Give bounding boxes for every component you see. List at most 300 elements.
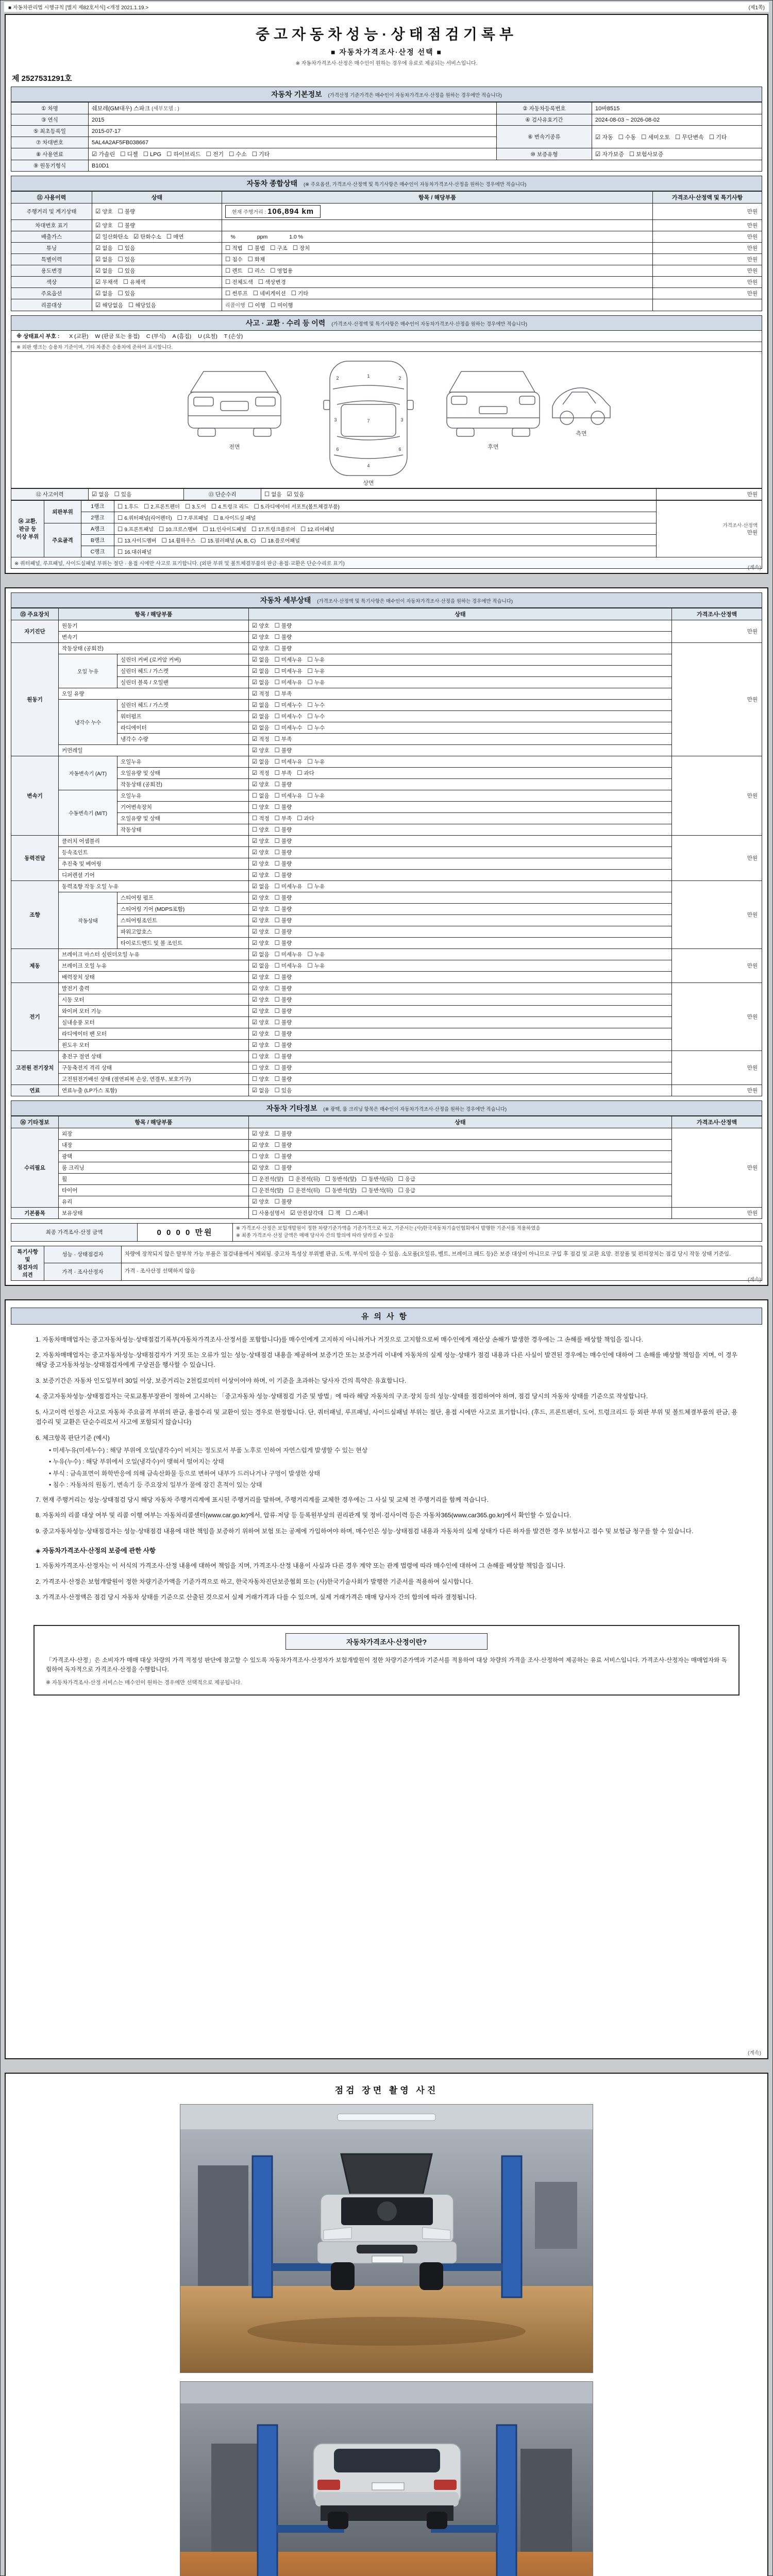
checkbox-option[interactable] bbox=[275, 713, 303, 720]
checkbox-option[interactable] bbox=[114, 490, 132, 498]
checkbox-option[interactable] bbox=[308, 883, 325, 890]
checkbox-label: 미세누수 bbox=[281, 714, 303, 720]
checkbox-option[interactable] bbox=[252, 1198, 270, 1206]
checkbox-option[interactable] bbox=[618, 133, 636, 141]
checkbox-label: 디젤 bbox=[127, 151, 138, 158]
checkbox-option[interactable] bbox=[252, 1187, 283, 1194]
checked-checkbox-icon: ☑ bbox=[252, 1131, 258, 1137]
price-cell: 만원 bbox=[672, 949, 762, 983]
row-label: ⑫ 사고이력 bbox=[11, 489, 89, 500]
unchecked-checkbox-icon: ☐ bbox=[252, 1188, 258, 1194]
checkbox-option[interactable] bbox=[252, 894, 270, 902]
device-row bbox=[11, 960, 762, 972]
checkbox-option[interactable] bbox=[225, 256, 243, 263]
state-checks bbox=[249, 632, 672, 643]
item-label: 커먼레일 bbox=[59, 745, 249, 756]
checkbox-option[interactable] bbox=[123, 278, 146, 286]
state-checks bbox=[249, 972, 672, 983]
checkbox-option[interactable] bbox=[252, 973, 270, 981]
checkbox-option[interactable] bbox=[95, 233, 128, 241]
checkbox-option[interactable] bbox=[275, 781, 292, 788]
checkbox-option[interactable] bbox=[398, 1175, 416, 1183]
checkbox-option[interactable] bbox=[253, 290, 286, 297]
car-name-cell bbox=[89, 103, 497, 114]
checkbox-option[interactable] bbox=[248, 256, 265, 263]
checkbox-option[interactable] bbox=[308, 792, 325, 800]
checkbox-option[interactable] bbox=[252, 769, 270, 777]
checkbox-option[interactable] bbox=[362, 1175, 393, 1183]
unchecked-checkbox-icon: ☐ bbox=[274, 1008, 280, 1014]
device-group-label: 조향 bbox=[11, 881, 59, 949]
checkbox-option[interactable] bbox=[252, 724, 270, 732]
checkbox-option[interactable] bbox=[325, 1175, 357, 1183]
checkbox-option[interactable] bbox=[252, 849, 270, 856]
checkbox-label: 없음 bbox=[259, 1088, 270, 1094]
checkbox-label: 11.인사이드패널 bbox=[209, 527, 246, 533]
section-note: (※ 주요옵션, 가격조사·산정액 및 특기사항은 매수인이 자동차가격조사·산정을 원하는 경우에만 적습니다) bbox=[304, 182, 527, 188]
section-title: 자동차 세부상태 bbox=[260, 596, 311, 604]
checkbox-option[interactable] bbox=[252, 826, 270, 834]
state-checks bbox=[249, 1085, 672, 1096]
checkbox-option[interactable] bbox=[252, 622, 270, 630]
checkbox-option[interactable] bbox=[252, 735, 270, 743]
checkbox-option[interactable] bbox=[252, 1075, 270, 1083]
row-label: 주요옵션 bbox=[11, 288, 92, 299]
item-label: 광택 bbox=[59, 1151, 249, 1162]
legend-item-damage: T (손상) bbox=[224, 333, 243, 340]
checkbox-option[interactable] bbox=[275, 656, 303, 664]
checkbox-option[interactable] bbox=[275, 758, 303, 766]
checkbox-option[interactable] bbox=[159, 525, 198, 533]
device-row bbox=[11, 745, 762, 756]
checkbox-option[interactable] bbox=[95, 208, 113, 215]
checkbox-option[interactable] bbox=[252, 781, 270, 788]
checkbox-option[interactable] bbox=[275, 928, 292, 936]
unchecked-checkbox-icon: ☐ bbox=[251, 527, 257, 533]
checkbox-option[interactable] bbox=[275, 1130, 292, 1138]
checkbox-option[interactable] bbox=[325, 1187, 357, 1194]
checkbox-option[interactable] bbox=[248, 267, 265, 275]
checkbox-option[interactable] bbox=[275, 622, 292, 630]
checkbox-option[interactable] bbox=[251, 525, 295, 533]
unchecked-checkbox-icon: ☐ bbox=[307, 714, 313, 720]
checkbox-option[interactable] bbox=[252, 815, 270, 822]
checkbox-option[interactable] bbox=[177, 514, 208, 521]
checkbox-option[interactable] bbox=[362, 1187, 393, 1194]
checkbox-option[interactable] bbox=[275, 815, 292, 822]
checkbox-label: 적정 bbox=[259, 691, 270, 697]
unchecked-checkbox-icon: ☐ bbox=[307, 725, 313, 731]
checkbox-option[interactable] bbox=[275, 1053, 292, 1060]
checkbox-option[interactable] bbox=[162, 536, 196, 544]
checkbox-option[interactable] bbox=[252, 1030, 270, 1038]
notice-subitem: • 미세누유(미세누수) : 해당 부위에 오일(냉각수)이 비치는 정도로서 부품 노후로 인하여 자연스럽게 발생할 수 있는 현상 bbox=[49, 1447, 368, 1454]
device-row bbox=[11, 1074, 762, 1085]
state-checks bbox=[249, 983, 672, 994]
checkbox-option[interactable] bbox=[254, 502, 340, 510]
detail-condition-table bbox=[11, 608, 762, 1096]
inspector-role-label: 성능 · 상태점검자 bbox=[44, 1246, 122, 1263]
checkbox-option[interactable] bbox=[290, 1209, 323, 1217]
checkbox-option[interactable] bbox=[264, 490, 282, 498]
column-header: 가격조사·산정액 bbox=[672, 1116, 762, 1128]
checkbox-option[interactable] bbox=[252, 679, 270, 686]
checkbox-option[interactable] bbox=[275, 679, 303, 686]
checkbox-label: 동반석(앞) bbox=[332, 1176, 357, 1182]
checkbox-option[interactable] bbox=[275, 996, 292, 1004]
checkbox-option[interactable] bbox=[252, 996, 270, 1004]
checkbox-option[interactable] bbox=[252, 690, 270, 698]
unchecked-checkbox-icon: ☐ bbox=[297, 770, 303, 776]
checkbox-option[interactable] bbox=[252, 701, 270, 709]
checkbox-label: 불량 bbox=[281, 804, 292, 810]
checkbox-option[interactable] bbox=[95, 222, 113, 229]
checkbox-option[interactable] bbox=[118, 267, 136, 275]
unchecked-checkbox-icon: ☐ bbox=[274, 827, 280, 833]
checkbox-option[interactable] bbox=[252, 1007, 270, 1015]
checkbox-option[interactable] bbox=[95, 278, 118, 286]
device-group-label: 자기진단 bbox=[11, 620, 59, 643]
checkbox-option[interactable] bbox=[629, 150, 663, 158]
checkbox-option[interactable] bbox=[252, 150, 270, 158]
checkbox-option[interactable] bbox=[118, 222, 136, 229]
unchecked-checkbox-icon: ☐ bbox=[252, 816, 258, 822]
checkbox-option[interactable] bbox=[275, 633, 292, 641]
top-view-label: 상면 bbox=[363, 480, 374, 486]
checkbox-option[interactable] bbox=[261, 536, 300, 544]
checkbox-option[interactable] bbox=[275, 1019, 292, 1026]
checkbox-option[interactable] bbox=[275, 860, 292, 868]
table-header-row bbox=[11, 1116, 762, 1128]
checkbox-option[interactable] bbox=[95, 267, 113, 275]
checkbox-option[interactable] bbox=[275, 724, 303, 732]
price-cell: 만원 bbox=[653, 265, 762, 277]
checkbox-option[interactable] bbox=[252, 928, 270, 936]
checkbox-option[interactable] bbox=[308, 758, 325, 766]
checkbox-option[interactable] bbox=[252, 917, 270, 924]
price-value: 만원 bbox=[747, 530, 758, 536]
checkbox-option[interactable] bbox=[185, 502, 206, 510]
checkbox-option[interactable] bbox=[293, 244, 310, 252]
checkbox-option[interactable] bbox=[275, 1164, 292, 1172]
usage-history-row bbox=[11, 299, 762, 311]
checkbox-option[interactable] bbox=[308, 667, 325, 675]
unchecked-checkbox-icon: ☐ bbox=[117, 291, 123, 297]
checkbox-option[interactable] bbox=[252, 939, 270, 947]
checkbox-option[interactable] bbox=[166, 150, 200, 158]
item-label: 브레이크 오일 누유 bbox=[59, 960, 249, 972]
checkbox-option[interactable] bbox=[225, 267, 243, 275]
checkbox-option[interactable] bbox=[92, 490, 109, 498]
row-extra bbox=[222, 288, 653, 299]
state-checks bbox=[249, 1174, 672, 1185]
checkbox-option[interactable] bbox=[252, 1087, 270, 1094]
panel-number-labels bbox=[334, 374, 403, 468]
checkbox-option[interactable] bbox=[275, 1064, 292, 1072]
checkbox-label: 양호 bbox=[259, 1076, 270, 1082]
unchecked-checkbox-icon: ☐ bbox=[252, 1154, 258, 1160]
checkbox-option[interactable] bbox=[297, 815, 314, 822]
checkbox-option[interactable] bbox=[275, 735, 292, 743]
document-number: 제 2527531291호 bbox=[12, 74, 72, 83]
device-row bbox=[11, 1196, 762, 1208]
checkbox-option[interactable] bbox=[289, 1175, 320, 1183]
checkbox-option[interactable] bbox=[308, 656, 325, 664]
unchecked-checkbox-icon: ☐ bbox=[200, 538, 206, 544]
checkbox-label: 누수 bbox=[314, 714, 325, 720]
checkbox-option[interactable] bbox=[275, 894, 292, 902]
checkbox-option[interactable] bbox=[120, 150, 138, 158]
checkbox-option[interactable] bbox=[206, 150, 224, 158]
checkbox-option[interactable] bbox=[275, 747, 292, 754]
reg-no-label: ② 자동차등록번호 bbox=[497, 103, 592, 114]
checkbox-option[interactable] bbox=[297, 769, 314, 777]
checkbox-option[interactable] bbox=[213, 514, 256, 521]
column-header: ⑯ 기타정보 bbox=[11, 1116, 59, 1128]
checkbox-option[interactable] bbox=[275, 690, 292, 698]
checkbox-option[interactable] bbox=[252, 883, 270, 890]
checkbox-option[interactable] bbox=[252, 1175, 283, 1183]
checkbox-option[interactable] bbox=[252, 1019, 270, 1026]
checkbox-option[interactable] bbox=[118, 256, 136, 263]
checkbox-option[interactable] bbox=[275, 871, 292, 879]
checkbox-option[interactable] bbox=[117, 502, 139, 510]
state-checks bbox=[249, 643, 672, 654]
unchecked-checkbox-icon: ☐ bbox=[325, 1176, 331, 1182]
checkbox-option[interactable] bbox=[203, 525, 246, 533]
checkbox-option[interactable] bbox=[595, 150, 624, 158]
checkbox-option[interactable] bbox=[308, 701, 325, 709]
checkbox-option[interactable] bbox=[252, 1130, 270, 1138]
checkbox-option[interactable] bbox=[275, 1141, 292, 1149]
checkbox-option[interactable] bbox=[225, 244, 243, 252]
checkbox-option[interactable] bbox=[252, 1041, 270, 1049]
checkbox-label: 양호 bbox=[259, 838, 270, 844]
state-checks bbox=[249, 1062, 672, 1074]
checked-checkbox-icon: ☑ bbox=[95, 223, 101, 229]
checkbox-option[interactable] bbox=[143, 150, 161, 158]
checkbox-option[interactable] bbox=[308, 951, 325, 958]
checkbox-option[interactable] bbox=[275, 803, 292, 811]
checkbox-option[interactable] bbox=[675, 133, 704, 141]
checkbox-label: 3.도어 bbox=[192, 504, 206, 510]
checkbox-option[interactable] bbox=[252, 951, 270, 958]
checkbox-option[interactable] bbox=[275, 951, 303, 958]
checkbox-option[interactable] bbox=[252, 758, 270, 766]
price-cell: 만원 bbox=[672, 1051, 762, 1085]
item-label: 작동상태 (공회전) bbox=[59, 643, 249, 654]
checkbox-option[interactable] bbox=[118, 290, 136, 297]
state-checks bbox=[249, 620, 672, 632]
checkbox-option[interactable] bbox=[275, 837, 292, 845]
checkbox-option[interactable] bbox=[225, 290, 248, 297]
unchecked-checkbox-icon: ☐ bbox=[328, 1210, 334, 1216]
checkbox-option[interactable] bbox=[270, 244, 288, 252]
unchecked-checkbox-icon: ☐ bbox=[225, 257, 231, 263]
checkbox-option[interactable] bbox=[275, 1075, 292, 1083]
checkbox-option[interactable] bbox=[118, 244, 136, 252]
checkbox-label: 미세누유 bbox=[281, 793, 303, 799]
panel-rank-label: 1랭크 bbox=[81, 501, 114, 512]
checkbox-label: 유채색 bbox=[130, 279, 146, 285]
checkbox-label: 누유 bbox=[314, 680, 325, 686]
checkbox-option[interactable] bbox=[308, 713, 325, 720]
checkbox-label: 응급 bbox=[405, 1188, 416, 1194]
unchecked-checkbox-icon: ☐ bbox=[274, 770, 280, 776]
panel-rank-label: A랭크 bbox=[81, 523, 114, 535]
checkbox-option[interactable] bbox=[252, 713, 270, 720]
checkbox-option[interactable] bbox=[252, 1064, 270, 1072]
checkbox-option[interactable] bbox=[595, 133, 613, 141]
checkbox-option[interactable] bbox=[291, 290, 309, 297]
checkbox-option[interactable] bbox=[252, 645, 270, 652]
checkbox-option[interactable] bbox=[308, 679, 325, 686]
checkbox-option[interactable] bbox=[252, 1209, 285, 1217]
checkbox-label: 색상변경 bbox=[265, 279, 286, 285]
checkbox-option[interactable] bbox=[275, 1041, 292, 1049]
checkbox-label: 스패너 bbox=[352, 1210, 368, 1216]
checkbox-option[interactable] bbox=[289, 1187, 320, 1194]
checkbox-option[interactable] bbox=[117, 548, 152, 555]
checkbox-option[interactable] bbox=[275, 939, 292, 947]
checkbox-option[interactable] bbox=[95, 290, 113, 297]
checkbox-option[interactable] bbox=[275, 985, 292, 992]
checkbox-option[interactable] bbox=[346, 1209, 368, 1217]
checkbox-option[interactable] bbox=[252, 803, 270, 811]
unchecked-checkbox-icon: ☐ bbox=[251, 151, 258, 158]
unchecked-checkbox-icon: ☐ bbox=[288, 1176, 294, 1182]
basic-row-name bbox=[11, 103, 762, 114]
checkbox-label: 양호 bbox=[259, 929, 270, 935]
checkbox-option[interactable] bbox=[133, 233, 161, 241]
checkbox-option[interactable] bbox=[200, 536, 256, 544]
checkbox-option[interactable] bbox=[275, 769, 292, 777]
checkbox-option[interactable] bbox=[275, 1030, 292, 1038]
front-view-label: 전면 bbox=[229, 444, 240, 450]
checkbox-label: 구조 bbox=[277, 245, 288, 251]
checkbox-option[interactable] bbox=[252, 905, 270, 913]
section-note: (가격조사·산정액 및 특기사항은 매수인이 자동차가격조사·산정을 원하는 경우에만 적습니다) bbox=[317, 599, 513, 604]
checkbox-option[interactable] bbox=[275, 883, 303, 890]
state-checks bbox=[249, 779, 672, 790]
checkbox-option[interactable] bbox=[252, 1141, 270, 1149]
checkbox-option[interactable] bbox=[144, 502, 180, 510]
unchecked-checkbox-icon: ☐ bbox=[252, 1054, 258, 1060]
checkbox-option[interactable] bbox=[128, 301, 156, 309]
device-row bbox=[11, 870, 762, 881]
main-report-block bbox=[5, 14, 768, 574]
usage-history-row bbox=[11, 231, 762, 243]
notice-item: 8. 자동차의 리콜 대상 여부 및 리콜 이행 여부는 자동차리콜센터(www.car.go.kr)에서, 압류·저당 등 등록원부상의 권리관계 및 정비·검사이력 등은 자동차365(www.car365.go.kr)에서 확인할 수 있습니다. bbox=[36, 1512, 572, 1519]
checkbox-option[interactable] bbox=[287, 490, 305, 498]
checkbox-option[interactable] bbox=[252, 871, 270, 879]
checked-checkbox-icon: ☑ bbox=[252, 668, 258, 674]
checkbox-label: 양호 bbox=[259, 986, 270, 992]
checkbox-option[interactable] bbox=[709, 133, 727, 141]
checkbox-option[interactable] bbox=[95, 244, 113, 252]
checkbox-option[interactable] bbox=[258, 278, 286, 286]
checkbox-option[interactable] bbox=[252, 667, 270, 675]
checkbox-option[interactable] bbox=[275, 1087, 292, 1094]
checkbox-option[interactable] bbox=[275, 1198, 292, 1206]
checkbox-option[interactable] bbox=[252, 656, 270, 664]
checkbox-option[interactable] bbox=[275, 792, 303, 800]
pricing-info-title: 자동차가격조사·산정이란? bbox=[285, 1633, 488, 1650]
checkbox-option[interactable] bbox=[275, 645, 292, 652]
checkbox-option[interactable] bbox=[252, 1164, 270, 1172]
checkbox-option[interactable] bbox=[398, 1187, 416, 1194]
checkbox-option[interactable] bbox=[275, 849, 292, 856]
checkbox-option[interactable] bbox=[275, 917, 292, 924]
checkbox-label: 미세누유 bbox=[281, 657, 303, 663]
checkbox-option[interactable] bbox=[225, 278, 253, 286]
checkbox-option[interactable] bbox=[308, 724, 325, 732]
checkbox-option[interactable] bbox=[248, 244, 265, 252]
checkbox-option[interactable] bbox=[252, 860, 270, 868]
checkbox-label: 해당있음 bbox=[135, 302, 156, 309]
checkbox-label: 장치 bbox=[299, 245, 310, 251]
checkbox-option[interactable] bbox=[252, 1153, 270, 1160]
checkbox-option[interactable] bbox=[118, 208, 136, 215]
checkbox-option[interactable] bbox=[252, 747, 270, 754]
checkbox-option[interactable] bbox=[275, 1153, 292, 1160]
checkbox-option[interactable] bbox=[95, 301, 123, 309]
checkbox-option[interactable] bbox=[229, 150, 247, 158]
checkbox-option[interactable] bbox=[252, 633, 270, 641]
row-label: 튜닝 bbox=[11, 243, 92, 254]
checkbox-label: 없음 bbox=[259, 657, 270, 663]
checkbox-option[interactable] bbox=[117, 525, 154, 533]
checkbox-option[interactable] bbox=[92, 150, 115, 158]
fuel-options bbox=[89, 148, 497, 160]
section-title: 자동차 종합상태 bbox=[246, 179, 298, 188]
checkbox-option[interactable] bbox=[275, 905, 292, 913]
checkbox-option[interactable] bbox=[275, 701, 303, 709]
checkbox-option[interactable] bbox=[275, 667, 303, 675]
checkbox-option[interactable] bbox=[641, 133, 670, 141]
checkbox-option[interactable] bbox=[252, 1053, 270, 1060]
panel-row bbox=[11, 523, 762, 535]
checkbox-option[interactable] bbox=[300, 525, 334, 533]
checkbox-option[interactable] bbox=[95, 256, 113, 263]
checkbox-option[interactable] bbox=[117, 514, 172, 521]
checkbox-option[interactable] bbox=[308, 962, 325, 970]
checkbox-option[interactable] bbox=[275, 973, 292, 981]
checkbox-option[interactable] bbox=[211, 502, 249, 510]
svg-text:2: 2 bbox=[336, 376, 339, 381]
checkbox-option[interactable] bbox=[271, 301, 293, 309]
checkbox-option[interactable] bbox=[252, 985, 270, 992]
unchecked-checkbox-icon: ☐ bbox=[252, 804, 258, 810]
checkbox-option[interactable] bbox=[275, 962, 303, 970]
checkbox-label: 16.대쉬패널 bbox=[124, 550, 152, 555]
checkbox-option[interactable] bbox=[252, 962, 270, 970]
checked-checkbox-icon: ☑ bbox=[92, 492, 97, 498]
checkbox-label: 누유 bbox=[314, 963, 325, 969]
checkbox-option[interactable] bbox=[252, 792, 270, 800]
unchecked-checkbox-icon: ☐ bbox=[203, 527, 208, 533]
checkbox-option[interactable] bbox=[328, 1209, 340, 1217]
device-subgroup-label: 냉각수 누수 bbox=[59, 700, 117, 745]
checkbox-option[interactable] bbox=[117, 536, 157, 544]
checkbox-option[interactable] bbox=[252, 837, 270, 845]
checkbox-option[interactable] bbox=[275, 826, 292, 834]
checkbox-option[interactable] bbox=[275, 1007, 292, 1015]
checkbox-option[interactable] bbox=[248, 301, 265, 309]
checkbox-label: 2.프론트펜더 bbox=[150, 504, 180, 510]
checkbox-option[interactable] bbox=[166, 233, 184, 241]
checkbox-option[interactable] bbox=[270, 267, 293, 275]
